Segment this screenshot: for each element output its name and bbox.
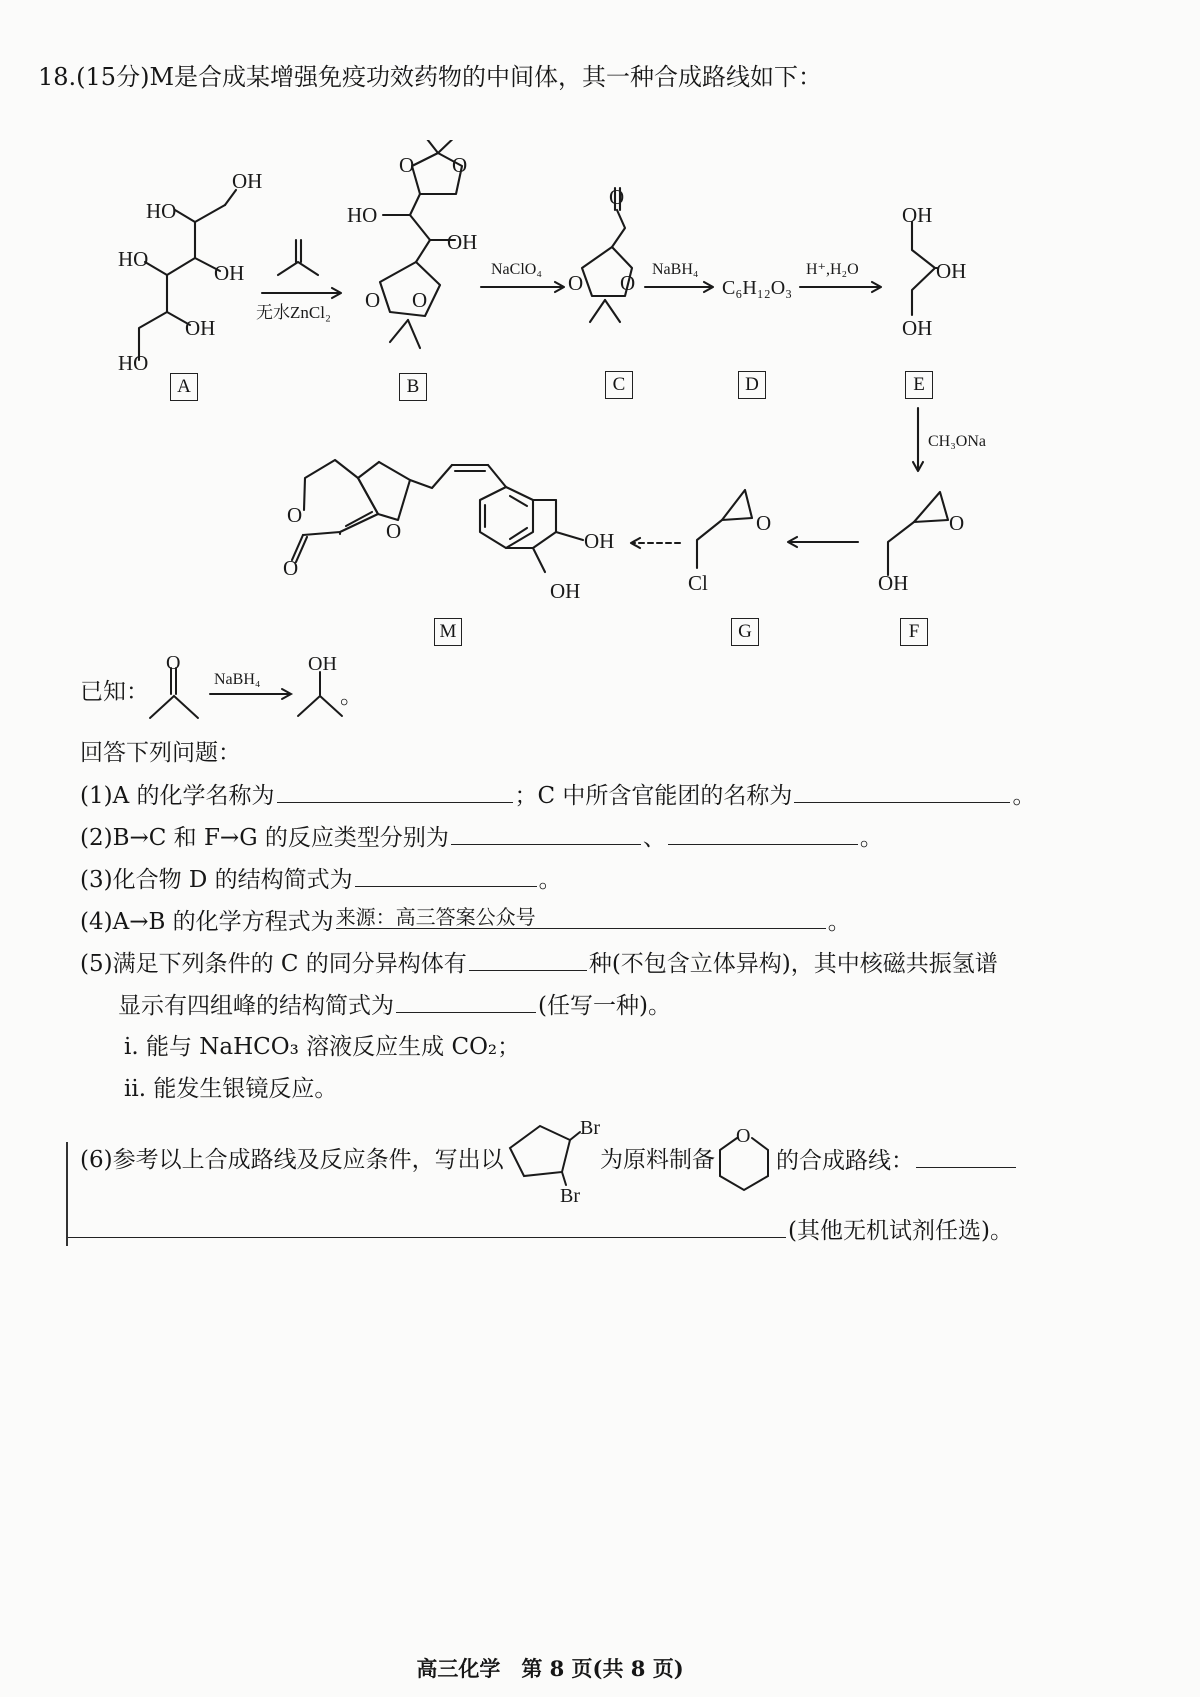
e-oh-1: OH	[902, 203, 933, 227]
part-1-blank-a[interactable]	[277, 780, 513, 803]
label-e: E	[905, 371, 933, 399]
part-2-end: 。	[859, 825, 883, 851]
arrow-g-to-m	[631, 538, 680, 548]
part-2	[80, 822, 883, 853]
reagent-d-to-e: H⁺,H₂O	[806, 261, 859, 278]
m-oh-1: OH	[584, 529, 615, 553]
a-oh-top: OH	[232, 169, 263, 193]
b-oh: OH	[447, 230, 478, 254]
b-ho: HO	[347, 203, 378, 227]
part-1-blank-b[interactable]	[794, 780, 1010, 803]
label-b: B	[399, 373, 427, 401]
a-ho-3: HO	[118, 247, 149, 271]
question-intro: M是合成某增强免疫功效药物的中间体，其一种合成路线如下：	[149, 63, 823, 91]
known-end: 。	[340, 683, 363, 709]
compound-d-formula: C₆H₁₂O₃	[722, 277, 793, 299]
question-header	[38, 62, 822, 92]
known-reaction	[140, 650, 370, 730]
part-6-line-1	[776, 1145, 1018, 1176]
part-6-line-2	[66, 1215, 1013, 1246]
part-6-blank-b[interactable]	[68, 1215, 786, 1238]
b-o-2: O	[452, 153, 468, 177]
reagent-c-to-d: NaBH₄	[652, 261, 699, 278]
b-o-4: O	[412, 288, 428, 312]
compound-m-structure	[292, 460, 583, 572]
label-a: A	[170, 373, 198, 401]
pyran-o: O	[736, 1125, 751, 1147]
page-footer: 高三化学 第 8 页(共 8 页)	[416, 1656, 684, 1681]
c-o-1: O	[568, 271, 584, 295]
known-reagent: NaBH₄	[214, 671, 261, 688]
br-top: Br	[580, 1117, 600, 1139]
part-1	[80, 780, 1035, 811]
part-5-blank-b[interactable]	[396, 990, 536, 1013]
a-ho-1: HO	[146, 199, 177, 223]
part-1-text-b: ；C 中所含官能团的名称为	[514, 783, 793, 809]
compound-f-structure	[888, 492, 948, 575]
e-oh-3: OH	[902, 316, 933, 340]
m-oh-2: OH	[550, 579, 581, 603]
label-f: F	[900, 618, 928, 646]
m-o-carbonyl: O	[283, 556, 299, 580]
tetrahydropyran-structure	[714, 1112, 778, 1196]
part-5-line-2	[118, 990, 671, 1021]
b-o-1: O	[399, 153, 415, 177]
part-5-text-a: (5)满足下列条件的 C 的同分异构体有	[80, 951, 467, 977]
part-5	[80, 948, 998, 979]
part-2-blank-b[interactable]	[668, 822, 858, 845]
part-5-text-c: 显示有四组峰的结构简式为	[118, 993, 394, 1019]
arrow-b-to-c	[481, 282, 564, 292]
arrow-f-to-g	[788, 537, 858, 547]
arrow-e-to-f	[913, 408, 923, 471]
dibromocyclopentane-structure	[500, 1110, 610, 1210]
part-1-text-a: (1)A 的化学名称为	[80, 783, 275, 809]
part-6-text-b: 为原料制备	[600, 1147, 715, 1173]
part-2-sep: 、	[642, 825, 666, 851]
synthesis-scheme	[0, 140, 1200, 700]
known-label: 已知：	[80, 679, 149, 705]
m-o-ring: O	[287, 503, 303, 527]
part-5-blank-a[interactable]	[469, 948, 587, 971]
arrow-d-to-e	[800, 282, 881, 292]
g-o: O	[756, 511, 772, 535]
answer-prompt: 回答下列问题：	[80, 740, 241, 766]
part-6-text-c: 的合成路线：	[776, 1148, 914, 1174]
part-4	[80, 906, 851, 937]
part-3-text: (3)化合物 D 的结构简式为	[80, 867, 353, 893]
part-1-end: 。	[1012, 783, 1036, 809]
part-4-end: 。	[827, 909, 851, 935]
compound-c-structure	[582, 188, 632, 322]
reagent-b-to-c: NaClO₄	[491, 261, 542, 278]
c-o-aldehyde: O	[609, 185, 625, 209]
a-oh-2: OH	[214, 261, 245, 285]
b-o-3: O	[365, 288, 381, 312]
f-o: O	[949, 511, 965, 535]
br-bottom: Br	[560, 1185, 580, 1207]
part-6-blank-a[interactable]	[916, 1145, 1016, 1168]
a-oh-4: OH	[185, 316, 216, 340]
part-3-blank[interactable]	[355, 864, 537, 887]
question-score: (15分)	[76, 63, 150, 91]
e-oh-2: OH	[936, 259, 967, 283]
compound-g-structure	[697, 490, 752, 568]
part-5-text-d: (任写一种)。	[538, 993, 671, 1019]
label-m: M	[434, 618, 462, 646]
m-o-furan: O	[386, 519, 402, 543]
reagent-e-to-f: CH₃ONa	[928, 433, 987, 450]
condition-i: ⅰ. 能与 NaHCO₃ 溶液反应生成 CO₂；	[124, 1034, 521, 1060]
a-ho-bottom: HO	[118, 351, 149, 375]
label-c: C	[605, 371, 633, 399]
part-6-text-d: (其他无机试剂任选)。	[788, 1218, 1013, 1244]
g-cl: Cl	[688, 571, 708, 595]
question-number: 18.	[38, 63, 77, 91]
part-2-blank-a[interactable]	[451, 822, 641, 845]
reagent-a-to-b: 无水ZnCl₂	[256, 303, 331, 322]
known-o: O	[166, 652, 181, 674]
known-oh: OH	[308, 653, 337, 675]
part-2-text: (2)B→C 和 F→G 的反应类型分别为	[80, 825, 449, 851]
arrow-c-to-d	[645, 282, 713, 292]
part-4-text: (4)A→B 的化学方程式为	[80, 909, 334, 935]
f-oh: OH	[878, 571, 909, 595]
part-4-source: 来源：高三答案公众号	[335, 905, 536, 929]
part-4-blank[interactable]	[336, 906, 826, 929]
part-5-text-b: 种(不包含立体异构)，其中核磁共振氢谱	[588, 951, 998, 977]
c-o-2: O	[620, 271, 636, 295]
part-3	[80, 864, 562, 895]
label-d: D	[738, 371, 766, 399]
compound-e-structure	[912, 222, 937, 315]
part-6-text-a: (6)参考以上合成路线及反应条件，写出以	[80, 1147, 504, 1173]
label-g: G	[731, 618, 759, 646]
part-3-end: 。	[538, 867, 562, 893]
arrow-a-to-b	[262, 240, 341, 298]
condition-ii: ⅱ. 能发生银镜反应。	[124, 1076, 338, 1102]
